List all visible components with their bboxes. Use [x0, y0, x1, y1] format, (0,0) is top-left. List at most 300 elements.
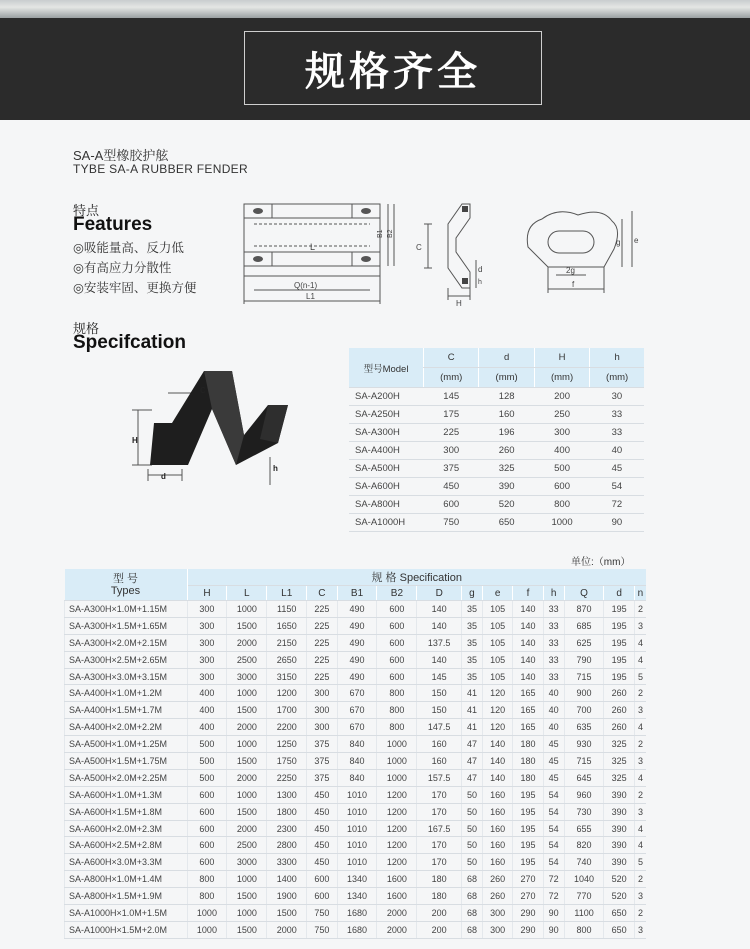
table-cell: 1500	[227, 803, 267, 820]
table-row	[65, 702, 647, 719]
table-cell: 195	[513, 837, 543, 854]
table-cell: 3150	[267, 668, 307, 685]
table-row	[65, 634, 647, 651]
dim-label: d	[478, 265, 483, 274]
table-cell: 180	[513, 769, 543, 786]
col-header: L	[227, 586, 267, 601]
table-cell: 600	[307, 888, 337, 905]
dim-label: L	[310, 242, 316, 252]
table-cell: 167.5	[417, 820, 462, 837]
table-cell: 160	[482, 837, 512, 854]
table-cell: 750	[424, 514, 479, 532]
bolt-hole	[253, 256, 263, 262]
table-cell: 90	[543, 921, 564, 938]
table-cell: 3	[634, 888, 646, 905]
specification-table	[64, 569, 646, 939]
table-cell: 195	[513, 820, 543, 837]
table-cell: 41	[462, 685, 483, 702]
table-row	[349, 496, 644, 514]
table-cell: 390	[604, 854, 634, 871]
table-cell: 800	[534, 496, 589, 514]
table-cell: 960	[564, 786, 604, 803]
table-cell: 260	[604, 719, 634, 736]
table-cell: 47	[462, 769, 483, 786]
col-header: B2	[377, 586, 417, 601]
table-cell: 520	[604, 888, 634, 905]
features-title-cn: 特点	[73, 203, 100, 218]
table-cell: 2000	[227, 820, 267, 837]
table-cell: 140	[513, 668, 543, 685]
table-cell: 790	[564, 651, 604, 668]
type-cell: SA-A300H×1.0M+1.15M	[65, 601, 188, 618]
table-cell: 2	[634, 736, 646, 753]
table-cell: 195	[513, 786, 543, 803]
table-cell: 2	[634, 601, 646, 618]
col-header: f	[513, 586, 543, 601]
table-cell: 4	[634, 719, 646, 736]
table-cell: 1400	[267, 871, 307, 888]
table-cell: 4	[634, 634, 646, 651]
table-row	[65, 905, 647, 922]
table-cell: 1200	[267, 685, 307, 702]
table-cell: 300	[482, 921, 512, 938]
table-cell: 140	[513, 617, 543, 634]
table-row	[65, 719, 647, 736]
spec-title-cn: 规格	[73, 321, 100, 336]
table-cell: 300	[307, 702, 337, 719]
table-cell: 645	[564, 769, 604, 786]
table-cell: SA-A400H	[349, 442, 424, 460]
table-cell: 1500	[227, 617, 267, 634]
table-cell: 140	[417, 651, 462, 668]
col-header: n	[634, 586, 646, 601]
table-cell: 300	[187, 634, 227, 651]
table-cell: 300	[187, 668, 227, 685]
table-cell: 840	[337, 736, 377, 753]
table-cell: 2000	[227, 769, 267, 786]
table-cell: 870	[564, 601, 604, 618]
table-cell: SA-A600H	[349, 478, 424, 496]
table-cell: 500	[534, 460, 589, 478]
table-cell: 800	[187, 871, 227, 888]
table-cell: 200	[417, 905, 462, 922]
table-cell: 600	[377, 651, 417, 668]
table-cell: 600	[187, 820, 227, 837]
table-cell: 730	[564, 803, 604, 820]
feature-item: ◎安装牢固、更换方便	[73, 281, 197, 295]
table-cell: 170	[417, 854, 462, 871]
table-cell: 90	[590, 514, 644, 532]
table-cell: 140	[513, 601, 543, 618]
table-cell: 105	[482, 651, 512, 668]
table-cell: 3	[634, 803, 646, 820]
table-cell: 225	[307, 617, 337, 634]
dim-label: 2g	[566, 266, 575, 275]
table-cell: 490	[337, 668, 377, 685]
table-cell: 930	[564, 736, 604, 753]
table-cell: 375	[307, 736, 337, 753]
table-cell: 120	[482, 719, 512, 736]
table-row	[65, 820, 647, 837]
table-cell: 54	[543, 820, 564, 837]
table-cell: 41	[462, 702, 483, 719]
table-cell: 800	[377, 685, 417, 702]
table-cell: 650	[604, 921, 634, 938]
table-cell: 2	[634, 905, 646, 922]
table-cell: 635	[564, 719, 604, 736]
table-row	[349, 406, 644, 424]
table-cell: 600	[377, 634, 417, 651]
table-cell: 137.5	[417, 634, 462, 651]
table-cell: 1010	[337, 854, 377, 871]
type-cell: SA-A300H×3.0M+3.15M	[65, 668, 188, 685]
table-cell: 1000	[227, 601, 267, 618]
table-cell: 170	[417, 837, 462, 854]
table-cell: 1200	[377, 820, 417, 837]
table-cell: 180	[513, 753, 543, 770]
col-header: D	[417, 586, 462, 601]
table-cell: 195	[513, 803, 543, 820]
table-cell: 2000	[377, 905, 417, 922]
table-row	[349, 478, 644, 496]
table-cell: 50	[462, 854, 483, 871]
col-unit: (mm)	[424, 368, 479, 388]
table-cell: 4	[634, 651, 646, 668]
type-cell: SA-A600H×2.5M+2.8M	[65, 837, 188, 854]
table-cell: 800	[377, 702, 417, 719]
table-cell: 40	[590, 442, 644, 460]
table-cell: SA-A500H	[349, 460, 424, 478]
col-header: C	[307, 586, 337, 601]
dim-label: B2	[387, 229, 394, 238]
table-cell: 2	[634, 871, 646, 888]
table-cell: 225	[307, 668, 337, 685]
col-unit: (mm)	[479, 368, 534, 388]
table-cell: 600	[187, 803, 227, 820]
col-unit: (mm)	[534, 368, 589, 388]
type-cell: SA-A400H×2.0M+2.2M	[65, 719, 188, 736]
dim-label: H	[132, 436, 138, 445]
table-cell: 225	[307, 634, 337, 651]
table-cell: 250	[534, 406, 589, 424]
table-cell: 33	[543, 634, 564, 651]
feature-item: ◎吸能量高、反力低	[73, 241, 184, 255]
table-row	[349, 460, 644, 478]
table-cell: 625	[564, 634, 604, 651]
table-cell: 170	[417, 803, 462, 820]
dim-label: Q(n-1)	[294, 281, 318, 290]
dim-label: e	[634, 236, 639, 245]
col-header: H	[534, 348, 589, 368]
table-cell: 1500	[227, 753, 267, 770]
table-cell: 105	[482, 668, 512, 685]
table-cell: 300	[187, 601, 227, 618]
table-cell: 500	[187, 753, 227, 770]
bolt-hole	[361, 208, 371, 214]
table-cell: 490	[337, 651, 377, 668]
table-cell: 140	[417, 617, 462, 634]
dim-label: H	[456, 299, 462, 308]
table-cell: 225	[307, 601, 337, 618]
types-header	[65, 569, 188, 601]
table-cell: 1500	[227, 888, 267, 905]
table-cell: 196	[479, 424, 534, 442]
table-cell: SA-A1000H	[349, 514, 424, 532]
table-cell: 600	[377, 601, 417, 618]
table-cell: 670	[337, 702, 377, 719]
table-cell: 3	[634, 753, 646, 770]
table-cell: 1200	[377, 837, 417, 854]
table-cell: 1000	[377, 769, 417, 786]
unit-label: 单位:（mm）	[571, 557, 631, 568]
table-row	[65, 651, 647, 668]
front-view-drawing	[232, 198, 397, 310]
table-cell: 600	[377, 668, 417, 685]
table-cell: 1150	[267, 601, 307, 618]
table-row	[65, 854, 647, 871]
col-header: d	[604, 586, 634, 601]
table-cell: 157.5	[417, 769, 462, 786]
table-cell: 1680	[337, 905, 377, 922]
table-cell: 3300	[267, 854, 307, 871]
col-header: 型号Model	[349, 348, 424, 388]
type-cell: SA-A600H×3.0M+3.3M	[65, 854, 188, 871]
dim-label: f	[572, 280, 575, 289]
table-cell: 260	[604, 685, 634, 702]
table-cell: 2000	[267, 921, 307, 938]
table-row	[65, 685, 647, 702]
table-cell: 90	[543, 905, 564, 922]
table-cell: 300	[482, 905, 512, 922]
table-cell: 600	[187, 786, 227, 803]
table-cell: 650	[479, 514, 534, 532]
table-cell: 1000	[227, 871, 267, 888]
table-cell: 390	[604, 837, 634, 854]
table-cell: 700	[564, 702, 604, 719]
table-cell: 2200	[267, 719, 307, 736]
table-cell: 200	[534, 388, 589, 406]
table-cell: 40	[543, 685, 564, 702]
table-cell: 160	[417, 753, 462, 770]
table-cell: 1300	[267, 786, 307, 803]
type-cell: SA-A600H×2.0M+2.3M	[65, 820, 188, 837]
table-cell: 290	[513, 905, 543, 922]
table-cell: 2150	[267, 634, 307, 651]
table-cell: 520	[479, 496, 534, 514]
table-cell: 1010	[337, 837, 377, 854]
table-cell: 180	[417, 888, 462, 905]
col-header: Q	[564, 586, 604, 601]
table-cell: SA-A250H	[349, 406, 424, 424]
table-cell: 50	[462, 837, 483, 854]
table-cell: 145	[424, 388, 479, 406]
table-cell: 300	[187, 617, 227, 634]
table-cell: 54	[543, 837, 564, 854]
table-cell: 1340	[337, 888, 377, 905]
table-cell: 1000	[377, 736, 417, 753]
table-cell: 140	[417, 601, 462, 618]
table-cell: 1000	[377, 753, 417, 770]
table-cell: 450	[307, 854, 337, 871]
table-cell: 1000	[227, 685, 267, 702]
table-cell: 120	[482, 702, 512, 719]
table-cell: 650	[604, 905, 634, 922]
table-row	[65, 668, 647, 685]
table-cell: 1600	[377, 888, 417, 905]
table-cell: 72	[543, 871, 564, 888]
col-header: h	[543, 586, 564, 601]
table-cell: 41	[462, 719, 483, 736]
table-cell: 120	[482, 685, 512, 702]
table-cell: 195	[604, 617, 634, 634]
table-cell: 1200	[377, 803, 417, 820]
table-row	[65, 837, 647, 854]
table-cell: 140	[482, 736, 512, 753]
table-cell: 195	[604, 668, 634, 685]
table-cell: 2250	[267, 769, 307, 786]
table-row	[65, 786, 647, 803]
type-cell: SA-A400H×1.5M+1.7M	[65, 702, 188, 719]
bolt-hole	[361, 256, 371, 262]
table-cell: 195	[604, 634, 634, 651]
dim-label: C	[200, 386, 206, 395]
table-cell: 30	[590, 388, 644, 406]
table-cell: 685	[564, 617, 604, 634]
table-cell: 670	[337, 685, 377, 702]
table-cell: 35	[462, 617, 483, 634]
table-cell: 35	[462, 651, 483, 668]
table-cell: 33	[543, 617, 564, 634]
table-cell: 800	[564, 921, 604, 938]
table-cell: 4	[634, 820, 646, 837]
type-cell: SA-A300H×2.0M+2.15M	[65, 634, 188, 651]
table-cell: 1000	[187, 905, 227, 922]
table-cell: 225	[424, 424, 479, 442]
fender-product-illustration	[128, 365, 300, 490]
dim-label: C	[416, 243, 422, 252]
type-cell: SA-A800H×1.0M+1.4M	[65, 871, 188, 888]
table-cell: 1000	[227, 905, 267, 922]
table-cell: 40	[543, 719, 564, 736]
table-cell: 33	[543, 601, 564, 618]
table-cell: 390	[604, 786, 634, 803]
table-cell: 1000	[534, 514, 589, 532]
table-cell: 50	[462, 820, 483, 837]
type-cell: SA-A800H×1.5M+1.9M	[65, 888, 188, 905]
type-cell: SA-A500H×1.0M+1.25M	[65, 736, 188, 753]
table-cell: 750	[307, 905, 337, 922]
table-cell: 3000	[227, 854, 267, 871]
table-cell: 3	[634, 921, 646, 938]
table-cell: 35	[462, 668, 483, 685]
table-cell: 2300	[267, 820, 307, 837]
table-cell: 260	[479, 442, 534, 460]
table-cell: 500	[187, 736, 227, 753]
table-cell: 4	[634, 837, 646, 854]
table-cell: 2800	[267, 837, 307, 854]
table-row	[65, 769, 647, 786]
table-cell: 68	[462, 871, 483, 888]
table-cell: 180	[417, 871, 462, 888]
table-cell: SA-A800H	[349, 496, 424, 514]
table-cell: 180	[513, 736, 543, 753]
table-cell: 600	[377, 617, 417, 634]
table-cell: 260	[604, 702, 634, 719]
table-cell: 390	[604, 820, 634, 837]
table-row	[65, 871, 647, 888]
table-cell: 390	[604, 803, 634, 820]
table-cell: 1000	[227, 786, 267, 803]
table-cell: 1000	[227, 736, 267, 753]
table-cell: 600	[424, 496, 479, 514]
type-cell: SA-A600H×1.5M+1.8M	[65, 803, 188, 820]
banner-photo-strip	[0, 0, 750, 18]
table-cell: 175	[424, 406, 479, 424]
type-cell: SA-A500H×2.0M+2.25M	[65, 769, 188, 786]
table-cell: 490	[337, 601, 377, 618]
table-cell: 45	[543, 769, 564, 786]
table-cell: 840	[337, 753, 377, 770]
table-row	[65, 888, 647, 905]
table-cell: 670	[337, 719, 377, 736]
table-cell: 2650	[267, 651, 307, 668]
table-cell: 1680	[337, 921, 377, 938]
table-cell: 740	[564, 854, 604, 871]
col-header: B1	[337, 586, 377, 601]
table-cell: 165	[513, 719, 543, 736]
col-header: e	[482, 586, 512, 601]
table-cell: 33	[543, 668, 564, 685]
table-cell: 300	[187, 651, 227, 668]
table-cell: 225	[307, 651, 337, 668]
table-cell: 750	[307, 921, 337, 938]
table-cell: 290	[513, 921, 543, 938]
table-row	[349, 388, 644, 406]
table-cell: 68	[462, 888, 483, 905]
table-cell: 715	[564, 668, 604, 685]
table-cell: 3	[634, 702, 646, 719]
table-cell: 200	[417, 921, 462, 938]
table-cell: 325	[604, 769, 634, 786]
col-header: H	[187, 586, 227, 601]
table-row	[349, 424, 644, 442]
table-cell: 325	[479, 460, 534, 478]
table-cell: 260	[482, 888, 512, 905]
table-cell: 50	[462, 803, 483, 820]
col-header: g	[462, 586, 483, 601]
table-cell: 68	[462, 921, 483, 938]
table-cell: 2000	[227, 634, 267, 651]
type-cell: SA-A500H×1.5M+1.75M	[65, 753, 188, 770]
table-cell: 50	[462, 786, 483, 803]
table-cell: SA-A200H	[349, 388, 424, 406]
table-cell: 1800	[267, 803, 307, 820]
table-cell: 5	[634, 854, 646, 871]
table-cell: 390	[479, 478, 534, 496]
table-cell: 195	[604, 601, 634, 618]
table-cell: 72	[543, 888, 564, 905]
table-cell: 165	[513, 702, 543, 719]
types-header-cn: 型 号	[112, 572, 139, 585]
table-cell: 1900	[267, 888, 307, 905]
table-cell: 54	[543, 803, 564, 820]
table-cell: 2000	[227, 719, 267, 736]
table-cell: 160	[482, 854, 512, 871]
table-cell: 300	[424, 442, 479, 460]
table-cell: 520	[604, 871, 634, 888]
table-cell: 2	[634, 786, 646, 803]
table-row	[65, 921, 647, 938]
